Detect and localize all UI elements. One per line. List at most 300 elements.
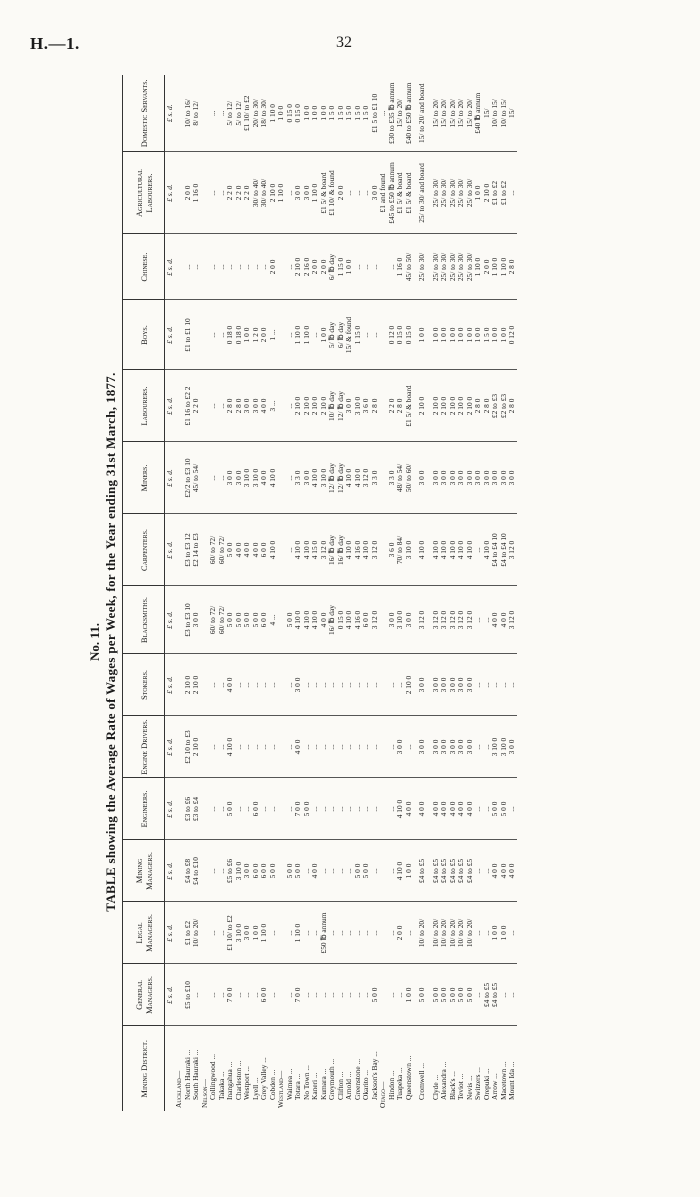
wage-cell: ...	[286, 370, 295, 442]
district-name: Queenstown ...	[405, 1026, 414, 1111]
wage-cell: ...	[337, 654, 346, 716]
wage-cell: 5 0 0	[235, 586, 244, 654]
wage-cell: 1 0 0	[405, 840, 414, 902]
wage-cell: ...	[320, 840, 329, 902]
wage-cell: 25/ to 30/	[466, 234, 475, 300]
wage-cell: ...	[252, 716, 261, 778]
wage-cell: ...	[354, 778, 363, 840]
wage-cell: 0 15 0	[284, 104, 294, 123]
wage-cell: ...	[328, 716, 337, 778]
district-name: Orepuki ...	[483, 1026, 492, 1111]
wage-cell: 4 10 0	[345, 514, 354, 586]
wage-cell: 48/ to 54/	[396, 442, 405, 514]
wage-cell: ...	[209, 716, 218, 778]
wage-cell: ...	[388, 234, 397, 300]
wage-cell: £3 to £3 10	[184, 586, 193, 654]
wage-cell: 4 0 0	[508, 840, 517, 902]
wage-cell: ...	[483, 654, 492, 716]
wage-cell: 4 0 0	[311, 840, 320, 902]
table-row	[218, 75, 227, 1111]
wage-cell: 4 10 0	[269, 514, 278, 586]
col-miners: Miners.	[123, 442, 165, 514]
wage-cell: 6/ ℔ day	[337, 300, 346, 370]
wage-cell: 3 10 0	[500, 716, 509, 778]
wage-cell: ...	[354, 964, 363, 1026]
wage-cell: 0 15 0	[337, 586, 346, 654]
wage-cell: 3 0 0	[466, 716, 475, 778]
region-name: Westland—	[277, 1026, 286, 1111]
wage-cell: 25/ to 30/ and board	[418, 152, 427, 234]
wage-cell: 10/ to 20/	[440, 902, 449, 964]
district-name: Okarito ...	[362, 1026, 371, 1111]
wage-cell: ...	[243, 778, 252, 840]
wage-cell: ...	[286, 902, 295, 964]
wage-cell: 2 2 0	[226, 152, 235, 234]
wage-cell: 1 16 0	[396, 234, 405, 300]
wage-cell: 2 10 0	[440, 370, 449, 442]
wage-cell: £2 10 to £3	[184, 716, 193, 778]
district-name: Nevis ...	[466, 1026, 475, 1111]
wage-cell: 4 10 0	[396, 778, 405, 840]
table-row	[303, 75, 312, 1111]
wage-cell: ...	[388, 840, 397, 902]
wage-cell: 1 5 0	[352, 105, 362, 121]
wage-cell: 25/ to 30/	[466, 152, 475, 234]
district-name: Arrow ...	[491, 1026, 500, 1111]
wage-cell: 2 0 0	[337, 152, 346, 234]
table-row	[337, 75, 346, 1111]
wage-cell: ...	[218, 840, 227, 902]
table-row	[184, 75, 193, 1111]
col-mining-managers: Mining Managers.	[123, 840, 165, 902]
wage-cell: 5 0 0	[226, 778, 235, 840]
wage-cell: 1 0 0	[491, 902, 500, 964]
wage-cell: ...	[371, 902, 380, 964]
table-row	[260, 75, 269, 1111]
wage-cell: ...	[286, 442, 295, 514]
table-row	[418, 75, 427, 1111]
wage-cell: ...	[260, 234, 269, 300]
wage-cell: ...	[500, 654, 509, 716]
wage-cell: 25/ to 30/	[418, 234, 427, 300]
wage-cell: ...	[388, 964, 397, 1026]
wage-cell: ...	[388, 778, 397, 840]
wage-cell: 5/ ℔ day	[328, 300, 337, 370]
wage-cell: 3 0 0	[457, 716, 466, 778]
wage-cell: 4 0 0	[418, 778, 427, 840]
wage-cell: 1 5 0	[361, 105, 370, 121]
wage-cell: ...	[216, 110, 226, 117]
wage-cell: 1 0 0	[301, 105, 311, 121]
wage-cell: 12/ ℔ day	[337, 370, 346, 442]
wage-cell: ...	[252, 234, 261, 300]
wage-cell: 15/ to 20/ and board	[417, 83, 426, 144]
wage-cell: 7 0 0	[226, 964, 235, 1026]
unit-cell: £ s. d.	[165, 778, 176, 840]
col-engineers: Engineers.	[123, 778, 165, 840]
wage-cell: ...	[345, 778, 354, 840]
district-name: Clifton ...	[337, 1026, 346, 1111]
wage-cell: 4 10 0	[432, 514, 441, 586]
wage-cell: 3 0 0	[418, 654, 427, 716]
col-domestic-servants: Domestic Servants.	[123, 75, 165, 152]
wage-cell: 15/ to 20/	[395, 99, 404, 128]
wage-cell: ...	[508, 778, 517, 840]
wage-cell: 2 0 0	[269, 234, 278, 300]
district-name: Black's ...	[449, 1026, 458, 1111]
wage-cell: 4 10 0	[418, 514, 427, 586]
wage-cell: ...	[260, 654, 269, 716]
wage-cell: ...	[483, 586, 492, 654]
wage-cell: 4 0 0	[252, 514, 261, 586]
table-row	[243, 75, 252, 1111]
wage-cell: 3 0 0	[405, 586, 414, 654]
wage-cell: 2 10 0	[192, 654, 201, 716]
wage-cell: 3 0 0	[449, 716, 458, 778]
wage-cell: £1 to £1 10	[184, 300, 193, 370]
wage-cell: ...	[286, 778, 295, 840]
table-row	[500, 75, 509, 1111]
table-title: TABLE showing the Average Rate of Wages per Week, for the Year ending 31st March, 1877.	[103, 372, 118, 912]
table-body	[165, 75, 517, 1111]
wage-cell: 1 0 0	[243, 300, 252, 370]
col-agricultural-labourers: Agricultural Labourers.	[123, 152, 165, 234]
district-name: Collingwood ...	[209, 1026, 218, 1111]
district-name: Kaneri ...	[311, 1026, 320, 1111]
wage-cell: ...	[303, 716, 312, 778]
wage-cell: 1 0 0	[310, 105, 319, 121]
wage-cell: 2 2 0	[192, 370, 201, 442]
wage-cell: 1 10 0	[491, 234, 500, 300]
wage-cell: 0 12 0	[508, 300, 517, 370]
wage-cell: ...	[328, 902, 337, 964]
wage-cell: £4 to £5	[449, 840, 458, 902]
wage-cell: ...	[371, 840, 380, 902]
wage-cell: 30/ to 40/	[252, 152, 261, 234]
wage-cell: 16/ ℔ day	[337, 514, 346, 586]
col-legal-managers: Legal Managers.	[123, 902, 165, 964]
wage-cell: ...	[269, 902, 278, 964]
wage-cell: 25/ to 30/	[440, 152, 449, 234]
wage-cell: 4 10 0	[311, 586, 320, 654]
col-mining-district: Mining District.	[123, 1026, 165, 1111]
table-row	[209, 75, 218, 1111]
wage-cell: 5 0 0	[354, 840, 363, 902]
wage-cell: £4 to £5	[491, 964, 500, 1026]
wage-cell: 5 0 0	[269, 840, 278, 902]
wage-cell: 2 0 0	[184, 152, 193, 234]
wage-cell: 3 0 0	[432, 654, 441, 716]
table-row	[449, 75, 458, 1111]
wage-cell: £1 10/ & found	[328, 152, 337, 234]
wage-cell: 6 0 0	[260, 840, 269, 902]
wage-cell: 3 0 0	[243, 370, 252, 442]
wage-cell: ...	[184, 234, 193, 300]
wage-cell: ...	[218, 902, 227, 964]
wage-cell: 3 3 0	[371, 442, 380, 514]
wage-cell: ...	[209, 442, 218, 514]
region-row	[201, 75, 210, 1111]
wage-cell: £45 to £50 ℔ annum	[388, 152, 397, 234]
wage-cell: 4 0 0	[235, 514, 244, 586]
wage-cell: 3 10 0	[252, 442, 261, 514]
wage-cell: 1 10 0	[294, 902, 303, 964]
wage-cell: ...	[362, 654, 371, 716]
col-blacksmiths: Blacksmiths.	[123, 586, 165, 654]
wage-cell: ...	[474, 716, 483, 778]
wage-cell: ...	[252, 964, 261, 1026]
wage-cell: 3 10 0	[243, 442, 252, 514]
header-row	[123, 75, 165, 1111]
wage-cell: 16/ ℔ day	[328, 586, 337, 654]
wage-cell: 6 0 0	[252, 840, 261, 902]
wage-cell: ...	[362, 716, 371, 778]
wage-cell: ...	[209, 778, 218, 840]
wage-cell: ...	[269, 778, 278, 840]
wage-cell: 2 10 0	[269, 152, 278, 234]
table-row	[269, 75, 278, 1111]
wage-cell: 10/ ℔ day	[328, 370, 337, 442]
wage-cell: 10/ to 20/	[192, 902, 201, 964]
wage-cell: 2 10 0	[303, 370, 312, 442]
wage-cell: ...	[243, 654, 252, 716]
unit-cell: £ s. d.	[165, 654, 176, 716]
wage-cell: ...	[362, 234, 371, 300]
district-name: Arnold ...	[345, 1026, 354, 1111]
district-name: Grey Valley ...	[260, 1026, 269, 1111]
wage-cell: 4 15 0	[311, 514, 320, 586]
wage-cell: £40 to £50 ℔ annum	[403, 82, 413, 144]
wage-cell: 1 0 0	[432, 300, 441, 370]
wage-cell: 15/ to 20/	[464, 99, 474, 128]
wage-cell: ...	[286, 654, 295, 716]
wage-cell: 4 10 0	[294, 586, 303, 654]
region-row	[379, 75, 388, 1111]
wage-cell: 4 0 0	[466, 778, 475, 840]
wage-cell: 0 15 0	[293, 104, 302, 123]
unit-cell: £ s. d.	[165, 964, 176, 1026]
wage-cell: 6 0 0	[260, 514, 269, 586]
wage-cell: 4 0 0	[449, 778, 458, 840]
wage-cell: 4 10 0	[303, 586, 312, 654]
wage-cell: ...	[269, 964, 278, 1026]
wage-cell: 1 0 0	[252, 902, 261, 964]
wage-cell: 2 16 0	[303, 234, 312, 300]
wage-cell: ...	[209, 370, 218, 442]
wage-cell: ...	[328, 840, 337, 902]
wage-cell: 6 0 0	[252, 778, 261, 840]
wage-cell: ...	[508, 654, 517, 716]
wage-cell: £4 to £4 10	[500, 514, 509, 586]
col-general-managers: General Managers.	[123, 964, 165, 1026]
wage-cell: 4 10 0	[396, 840, 405, 902]
wage-cell: 3 12 0	[432, 586, 441, 654]
unit-cell: £ s. d.	[165, 370, 176, 442]
wage-cell: 1 0 0	[418, 300, 427, 370]
wage-cell: ...	[209, 902, 218, 964]
wage-cell: ...	[303, 902, 312, 964]
wage-cell: ...	[218, 778, 227, 840]
wage-cell: 3 0 0	[235, 442, 244, 514]
table-row	[328, 75, 337, 1111]
wage-cell: 4 0 0	[491, 586, 500, 654]
wage-cell: ...	[303, 964, 312, 1026]
wage-cell: 3 12 0	[508, 514, 517, 586]
wage-cell: 3 0 0	[500, 442, 509, 514]
wage-cell: ...	[269, 654, 278, 716]
district-name: North Hauraki ...	[184, 1026, 193, 1111]
unit-cell: £ s. d.	[165, 300, 176, 370]
col-stokers: Stokers.	[123, 654, 165, 716]
district-name: No Town ...	[303, 1026, 312, 1111]
wage-cell: ...	[286, 300, 295, 370]
wage-cell: 3 0 0	[457, 654, 466, 716]
page-reference: H.—1.	[30, 34, 80, 53]
wage-cell: ...	[209, 300, 218, 370]
wage-cell: ...	[209, 654, 218, 716]
wage-cell: ...	[354, 234, 363, 300]
wage-cell: 2 0 0	[483, 234, 492, 300]
wage-cell: ...	[396, 654, 405, 716]
wage-cell: 15/	[507, 108, 516, 118]
unit-cell: £ s. d.	[165, 716, 176, 778]
wage-cell: 3 0 0	[466, 442, 475, 514]
wage-cell: ...	[483, 716, 492, 778]
table-row	[354, 75, 363, 1111]
wage-cell: 4 10 0	[354, 442, 363, 514]
wage-cell: ...	[303, 840, 312, 902]
wage-cell: ...	[209, 152, 218, 234]
wage-cell: 6 0 0	[260, 586, 269, 654]
wage-cell: 5 0 0	[491, 778, 500, 840]
wage-cell: 2 8 0	[508, 234, 517, 300]
wage-cell: ...	[474, 840, 483, 902]
wage-cell: 60/ to 72/	[209, 514, 218, 586]
wage-cell: ...	[474, 654, 483, 716]
wage-cell: ...	[286, 234, 295, 300]
table-row	[466, 75, 475, 1111]
wage-cell: 25/ to 30/	[457, 234, 466, 300]
wage-cell: 4 0 0	[320, 586, 329, 654]
district-name: Kumara ...	[320, 1026, 329, 1111]
wage-cell: 2 2 0	[235, 152, 244, 234]
wage-cell: 3 10 0	[320, 442, 329, 514]
wage-cell: 4 10 0	[362, 514, 371, 586]
wage-cell: ...	[260, 778, 269, 840]
wage-cell: £1 10/ to £2	[242, 95, 251, 132]
district-name: Hindon ...	[388, 1026, 397, 1111]
wage-cell: £1 5 to £1 10	[369, 93, 379, 133]
wage-cell: £2 to £3	[500, 370, 509, 442]
wage-cell: ...	[362, 152, 371, 234]
table-row	[483, 75, 492, 1111]
wage-cell: 7 0 0	[294, 964, 303, 1026]
wage-cell: 3 12 0	[466, 586, 475, 654]
wage-cell: 4 10 0	[311, 442, 320, 514]
wage-cell: ...	[243, 964, 252, 1026]
wage-cell: ...	[371, 234, 380, 300]
wage-cell: 4 10 0	[345, 586, 354, 654]
wage-cell: ...	[208, 110, 217, 117]
wage-cell: 45/ to 50/	[405, 234, 414, 300]
wage-cell: ...	[209, 840, 218, 902]
wage-cell: 3 0 0	[388, 586, 397, 654]
wage-cell: £4 to £5	[483, 964, 492, 1026]
wage-cell: ...	[345, 152, 354, 234]
wage-cell: 3 3 0	[388, 442, 397, 514]
wage-cell: 5 0 0	[362, 840, 371, 902]
wage-cell: 10/ to 15/	[490, 99, 499, 128]
wage-cell: £4 to £5	[418, 840, 427, 902]
wage-cell: 10/ to 20/	[457, 902, 466, 964]
wage-cell: ...	[388, 716, 397, 778]
wage-cell: ...	[345, 964, 354, 1026]
wage-cell: 3 0 0	[303, 152, 312, 234]
wage-cell: ...	[328, 778, 337, 840]
wage-cell: 3 0 0	[508, 716, 517, 778]
wage-cell: 25/ to 30/	[440, 234, 449, 300]
wage-cell: 2 8 0	[235, 370, 244, 442]
wage-cell: 1 0 0	[449, 300, 458, 370]
wage-cell: ...	[354, 902, 363, 964]
district-name: Teviot ...	[457, 1026, 466, 1111]
wage-cell: 3 0 0	[243, 902, 252, 964]
wage-cell: 3 0 0	[474, 442, 483, 514]
wage-cell: 5 0 0	[500, 778, 509, 840]
wage-cell: 3 12 0	[418, 586, 427, 654]
district-name: Greymouth ...	[328, 1026, 337, 1111]
wage-cell: ...	[192, 234, 201, 300]
wage-cell: 1 10 0	[303, 300, 312, 370]
wage-cell: 4 0 0	[405, 778, 414, 840]
wage-cell: ...	[474, 964, 483, 1026]
wage-cell: 3 12 0	[371, 586, 380, 654]
wage-cell: ...	[396, 964, 405, 1026]
wage-cell: ...	[354, 716, 363, 778]
wage-cell: ...	[328, 964, 337, 1026]
wage-cell: £4 to £4 10	[491, 514, 500, 586]
wage-cell: ...	[209, 234, 218, 300]
wage-cell: 10/ to 20/	[432, 902, 441, 964]
table-row	[345, 75, 354, 1111]
wage-cell: 3 12 0	[320, 514, 329, 586]
district-name: Switzers ...	[474, 1026, 483, 1111]
wage-cell: 1 0 0	[474, 152, 483, 234]
wage-cell: 5 0 0	[466, 964, 475, 1026]
table-row	[388, 75, 397, 1111]
table-number: No. 11.	[87, 623, 102, 661]
wage-cell: ...	[243, 234, 252, 300]
wage-cell: ...	[405, 902, 414, 964]
wage-cell: 50/ to 60/	[405, 442, 414, 514]
wage-cell: ...	[337, 840, 346, 902]
wage-cell: 1 0 0	[345, 234, 354, 300]
wage-cell: ...	[286, 964, 295, 1026]
wage-cell: 4 0 0	[457, 778, 466, 840]
wage-cell: ...	[474, 902, 483, 964]
wage-cell: ...	[508, 964, 517, 1026]
wage-cell: 4 0 0	[432, 778, 441, 840]
unit-cell: £ s. d.	[164, 104, 174, 123]
wage-cell: 2 10 0	[418, 370, 427, 442]
district-name: Alexandra ...	[440, 1026, 449, 1111]
wage-cell: ...	[243, 716, 252, 778]
wage-cell: ...	[474, 778, 483, 840]
wage-cell: 5 0 0	[371, 964, 380, 1026]
wage-cell: ...	[311, 654, 320, 716]
wage-cell: 10/ to 20/	[466, 902, 475, 964]
wage-cell: 1 0 0	[466, 300, 475, 370]
